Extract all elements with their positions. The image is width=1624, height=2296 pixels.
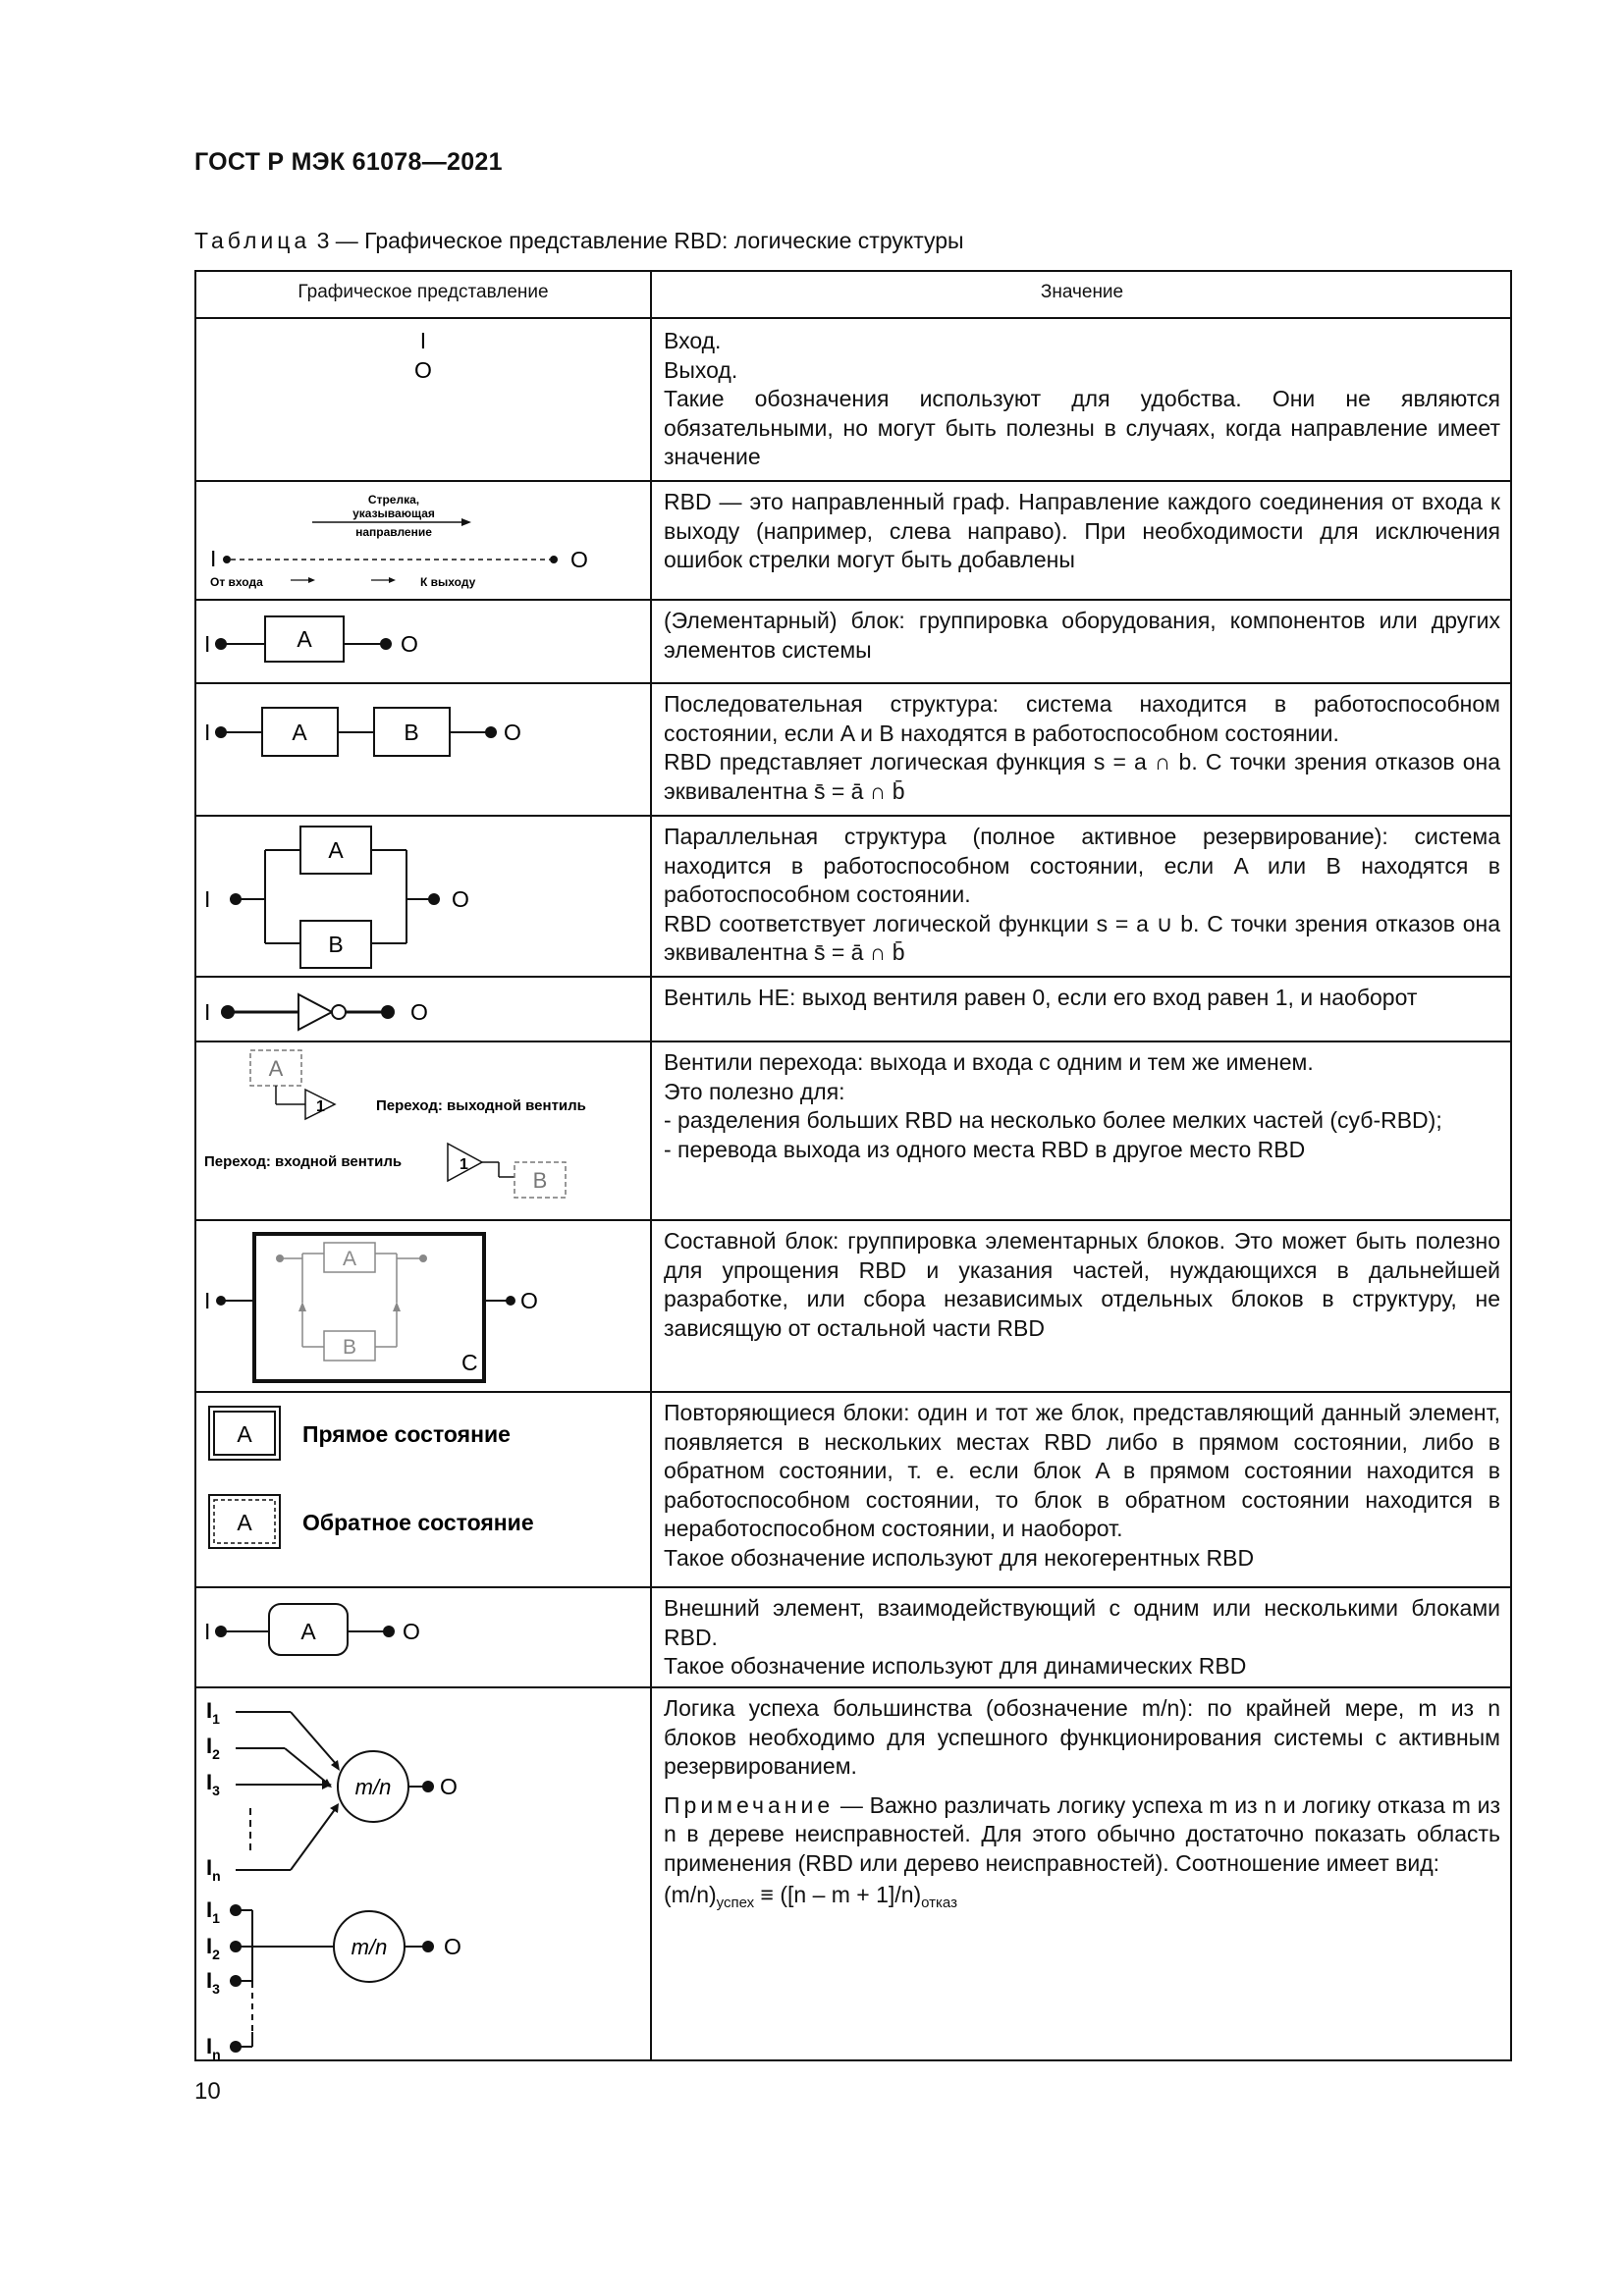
fig-majority-i2b: $I_2$ — [206, 1934, 220, 1962]
fig-composite-output: O — [520, 1288, 538, 1313]
fig-block-a: A — [297, 626, 312, 652]
fig-composite-c: C — [461, 1350, 478, 1375]
fig-composite-input: I — [204, 1288, 211, 1313]
fig-composite — [196, 1221, 650, 1391]
text-series — [664, 690, 1500, 806]
text-composite: Составной блок: группировка элементарных блоков. Это может быть полезно для упрощения RBD и указания частей, нуждающихся в дальнейшей разработке, или сбора независимых отдельных блоков в структуру, не зависящую от остальной части RBD — [664, 1228, 1500, 1341]
text-line: Такое обозначение используют для динамических RBD — [664, 1653, 1247, 1680]
fig-majority-output-top: O — [440, 1774, 458, 1799]
text-line: Вентили перехода: выхода и входа с одним и тем же именем. — [664, 1049, 1314, 1075]
fig-dir-output: O — [570, 547, 588, 572]
fig-parallel-output: O — [452, 886, 469, 912]
fig-transfer-num-out: 1 — [316, 1098, 325, 1115]
text-line: RBD представляет логическая функция s = a ∩ b. С точки зрения отказов она эквивалентна s̄ = ā ∩ b̄ — [664, 749, 1500, 804]
fig-transfer-out-label: Переход: выходной вентиль — [376, 1097, 586, 1114]
formula-sub-failure: отказ — [921, 1894, 957, 1911]
fig-io-input: I — [419, 328, 427, 353]
fig-transfer-in-label: Переход: входной вентиль — [204, 1153, 403, 1170]
fig-dir-to: К выходу — [420, 575, 476, 589]
fig-dir-label-1: Стрелка, — [367, 493, 420, 507]
formula-mid: ≡ ([n – m + 1]/n) — [754, 1881, 922, 1907]
text-line: Параллельная структура (полное активное резервирование): система находится в работоспособном состоянии, если A или B находятся в работоспособном состоянии. — [664, 824, 1500, 908]
fig-input-output — [196, 319, 650, 480]
header-graphic: Графическое представление — [298, 282, 549, 302]
text-repeated — [664, 1399, 1500, 1574]
fig-majority-i3: $I_3$ — [206, 1770, 220, 1798]
fig-dir-label-3: направление — [355, 525, 432, 539]
formula-sub-success: успех — [716, 1894, 755, 1911]
header-meaning: Значение — [1040, 282, 1124, 302]
fig-external-output: O — [403, 1619, 420, 1644]
fig-series-input: I — [204, 720, 211, 745]
fig-series-b: B — [404, 720, 419, 745]
note-word: Примечание — [664, 1791, 835, 1818]
fig-not-input: I — [204, 999, 211, 1025]
fig-dir-input: I — [210, 546, 217, 571]
text-line: Выход. — [664, 356, 738, 383]
standard-title: ГОСТ Р МЭК 61078—2021 — [194, 148, 503, 176]
fig-series-output: O — [504, 720, 521, 745]
fig-majority-i1b: $I_1$ — [206, 1897, 220, 1926]
fig-majority-i1: $I_1$ — [206, 1698, 220, 1727]
formula — [664, 1881, 1500, 1918]
column-divider — [650, 272, 652, 2059]
text-majority — [664, 1694, 1500, 1917]
fig-transfer-num-in: 1 — [460, 1156, 468, 1173]
fig-transfer-a: A — [268, 1056, 284, 1081]
fig-majority — [196, 1688, 650, 2061]
text-not-gate: Вентиль НЕ: выход вентиля равен 0, если его вход равен 1, и наоборот — [664, 985, 1418, 1010]
fig-repeated-direct-label: Прямое состояние — [302, 1421, 511, 1447]
text-transfer — [664, 1048, 1500, 1164]
fig-dir-from: От входа — [210, 575, 263, 589]
text-line: - перевода выхода из одного места RBD в другое место RBD — [664, 1136, 1306, 1162]
fig-series-a: A — [292, 720, 307, 745]
fig-parallel — [196, 817, 650, 976]
text-line: Внешний элемент, взаимодействующий с одним или несколькими блоками RBD. — [664, 1595, 1500, 1650]
fig-majority-output-bottom: O — [444, 1934, 461, 1959]
formula-left: (m/n) — [664, 1881, 717, 1907]
fig-external — [196, 1588, 650, 1686]
fig-series — [196, 684, 650, 815]
table-caption-text: 3 — Графическое представление RBD: логические структуры — [310, 228, 964, 253]
text-line: - разделения больших RBD на несколько более мелких частей (суб-RBD); — [664, 1107, 1442, 1134]
text-line: Вход. — [664, 328, 722, 353]
fig-majority-inb: $I_n$ — [206, 2034, 221, 2061]
fig-composite-a: A — [342, 1248, 357, 1270]
fig-external-a: A — [300, 1619, 316, 1644]
text-majority-note — [664, 1791, 1500, 1879]
table-caption-prefix: Таблица — [194, 228, 311, 253]
fig-repeated-inverse-label: Обратное состояние — [302, 1510, 534, 1535]
fig-transfer-b: B — [532, 1168, 548, 1193]
fig-parallel-a: A — [328, 837, 344, 863]
fig-block-output: O — [401, 631, 418, 657]
table-caption — [194, 228, 964, 254]
text-line: Последовательная структура: система находится в работоспособном состоянии, если A и B находятся в работоспособном состоянии. — [664, 691, 1500, 746]
text-block: (Элементарный) блок: группировка оборудования, компонентов или других элементов системы — [664, 608, 1500, 663]
fig-majority-i3b: $I_3$ — [206, 1968, 220, 1997]
fig-block — [196, 601, 650, 682]
text-external — [664, 1594, 1500, 1682]
fig-repeated-direct-block: A — [237, 1421, 252, 1447]
fig-majority-i2: $I_2$ — [206, 1734, 220, 1762]
fig-repeated-inverse-block: A — [237, 1510, 252, 1535]
fig-composite-b: B — [342, 1336, 357, 1359]
fig-majority-in: $I_n$ — [206, 1855, 221, 1884]
text-majority-main: Логика успеха большинства (обозначение m/n): по крайней мере, m из n блоков необходимо для успешного функционирования системы с активным резервированием. — [664, 1695, 1500, 1780]
fig-parallel-b: B — [328, 932, 344, 957]
text-line: Это полезно для: — [664, 1078, 845, 1104]
text-line: Повторяющиеся блоки: один и тот же блок, представляющий данный элемент, появляется в нескольких местах RBD либо в прямом состоянии, либо в обратном состоянии, т. е. если блок A в прямом состоянии находится в работоспособном состоянии, то блок в обратном состоянии находится в неработоспособном состоянии, и наоборот. — [664, 1400, 1500, 1542]
fig-not-output: O — [410, 999, 428, 1025]
text-line: Такое обозначение используют для некогерентных RBD — [664, 1544, 1255, 1571]
text-direction: RBD — это направленный граф. Направление каждого соединения от входа к выходу (например, слева направо). При необходимости для исключения ошибок стрелки могут быть добавлены — [664, 489, 1500, 573]
fig-direction — [196, 482, 650, 599]
fig-dir-label-2: указывающая — [352, 507, 435, 520]
fig-not-gate — [196, 978, 650, 1041]
fig-parallel-input: I — [204, 886, 211, 912]
note-text: — Важно различать логику успеха m из n и логику отказа m из n в дереве неисправностей. Для этого обычно достаточно показать область применения (RBD или дерево неисправностей). Соотношение имеет вид: — [664, 1791, 1500, 1876]
text-input-output — [664, 327, 1500, 472]
text-line: RBD соответствует логической функции s = a ∪ b. С точки зрения отказов она эквивалентна s̄ = ā ∩ b̄ — [664, 910, 1500, 966]
fig-block-input: I — [204, 631, 211, 657]
fig-transfer — [196, 1042, 650, 1219]
text-parallel — [664, 823, 1500, 968]
rbd-table — [194, 270, 1512, 2061]
page-number: 10 — [194, 2078, 221, 2105]
fig-majority-gate-bottom: m/n — [351, 1935, 388, 1959]
fig-majority-gate-top: m/n — [354, 1775, 392, 1799]
text-line: Такие обозначения используют для удобства. Они не являются обязательными, но могут быть полезны в случаях, когда направление имеет значение — [664, 386, 1500, 470]
fig-external-input: I — [204, 1619, 211, 1644]
fig-repeated — [196, 1393, 650, 1586]
fig-io-output: O — [414, 357, 432, 383]
